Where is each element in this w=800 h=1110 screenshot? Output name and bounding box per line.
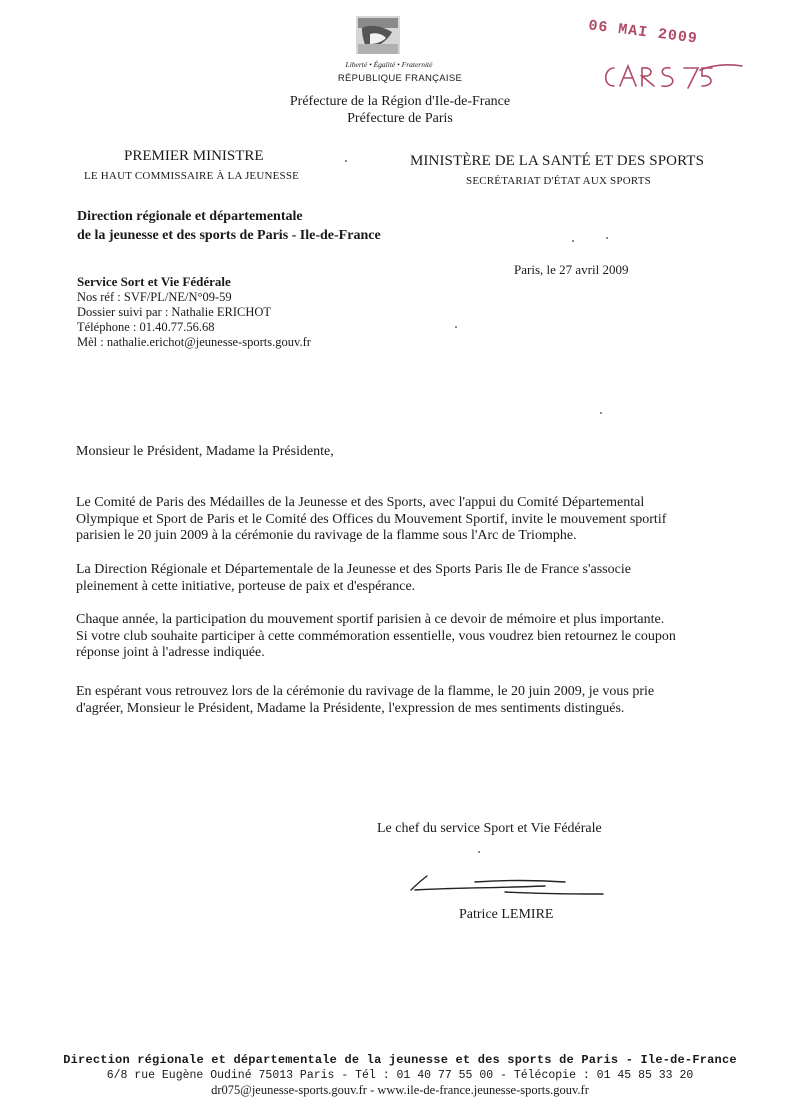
- body-paragraph-2: [76, 562, 726, 595]
- scan-speck: [345, 160, 347, 162]
- salutation: Monsieur le Président, Madame la Présidente,: [76, 444, 334, 459]
- footer-direction: Direction régionale et départementale de la jeunesse et des sports de Paris - Ile-de-France: [63, 1053, 737, 1067]
- footer-address: 6/8 rue Eugène Oudiné 75013 Paris - Tél : 01 40 77 55 00 - Télécopie : 01 45 85 33 20: [106, 1069, 694, 1082]
- dossier-contact: Dossier suivi par : Nathalie ERICHOT: [77, 305, 272, 319]
- marianne-logo-icon: [352, 14, 404, 58]
- prime-minister-title: PREMIER MINISTRE: [124, 148, 264, 164]
- reference-number: Nos réf : SVF/PL/NE/N°09-59: [77, 290, 232, 304]
- direction-line-2: de la jeunesse et des sports de Paris - Ile-de-France: [77, 228, 381, 243]
- paragraph-line: pleinement à cette initiative, porteuse de paix et d'espérance.: [76, 578, 416, 594]
- paragraph-line: d'agréer, Monsieur le Président, Madame la Présidente, l'expression de mes sentiments distingués.: [76, 700, 625, 716]
- paragraph-line: La Direction Régionale et Départementale de la Jeunesse et des Sports Paris Ile de France s'associe: [76, 562, 631, 577]
- ministry-title: MINISTÈRE DE LA SANTÉ ET DES SPORTS: [410, 153, 705, 169]
- republic-motto: Liberté • Égalité • Fraternité: [345, 60, 433, 69]
- signatory-title: Le chef du service Sport et Vie Fédérale: [377, 821, 602, 836]
- scan-speck: [455, 326, 457, 328]
- scan-speck: [600, 412, 602, 414]
- scan-speck: [572, 240, 574, 242]
- sender-email: Mèl : nathalie.erichot@jeunesse-sports.gouv.fr: [77, 335, 311, 349]
- republic-label: RÉPUBLIQUE FRANÇAISE: [337, 73, 463, 84]
- prefecture-paris: Préfecture de Paris: [347, 111, 453, 126]
- paragraph-line: Chaque année, la participation du mouvement sportif parisien à ce devoir de mémoire et plus importante.: [76, 612, 665, 627]
- handwritten-signature-icon: [405, 852, 605, 907]
- body-paragraph-4: [76, 684, 726, 717]
- paragraph-line: En espérant vous retrouvez lors de la cérémonie du ravivage de la flamme, le 20 juin 2009, je vous prie: [76, 684, 655, 699]
- body-paragraph-1: [76, 495, 726, 545]
- sports-secretariat: SECRÉTARIAT D'ÉTAT AUX SPORTS: [466, 175, 651, 187]
- paragraph-line: réponse joint à l'adresse indiquée.: [76, 645, 265, 660]
- paragraph-line: Le Comité de Paris des Médailles de la Jeunesse et des Sports, avec l'appui du Comité Départemental: [76, 495, 645, 510]
- sender-service: Service Sort et Vie Fédérale: [77, 274, 231, 289]
- scan-speck: [606, 237, 608, 239]
- youth-commissioner: LE HAUT COMMISSAIRE À LA JEUNESSE: [84, 170, 300, 182]
- handwritten-annotation: [600, 56, 750, 101]
- scan-speck: [478, 851, 480, 853]
- paragraph-line: Si votre club souhaite participer à cette commémoration essentielle, vous voudrez bien retournez le coupon: [76, 628, 676, 644]
- prefecture-region: Préfecture de la Région d'Ile-de-France: [289, 94, 511, 109]
- letter-date: Paris, le 27 avril 2009: [514, 262, 629, 277]
- sender-telephone: Téléphone : 01.40.77.56.68: [77, 320, 215, 334]
- signatory-name: Patrice LEMIRE: [459, 907, 554, 922]
- paragraph-line: Olympique et Sport de Paris et le Comité des Offices du Mouvement Sportif, invite le mouvement sportif: [76, 511, 667, 527]
- reception-stamp-date: 06 MAI 2009: [587, 17, 699, 48]
- body-paragraph-3: [76, 612, 726, 662]
- footer-web: dr075@jeunesse-sports.gouv.fr - www.ile-de-france.jeunesse-sports.gouv.fr: [211, 1083, 589, 1097]
- paragraph-line: parisien le 20 juin 2009 à la cérémonie du ravivage de la flamme sous l'Arc de Triomphe.: [76, 528, 577, 543]
- direction-line-1: Direction régionale et départementale: [77, 209, 303, 224]
